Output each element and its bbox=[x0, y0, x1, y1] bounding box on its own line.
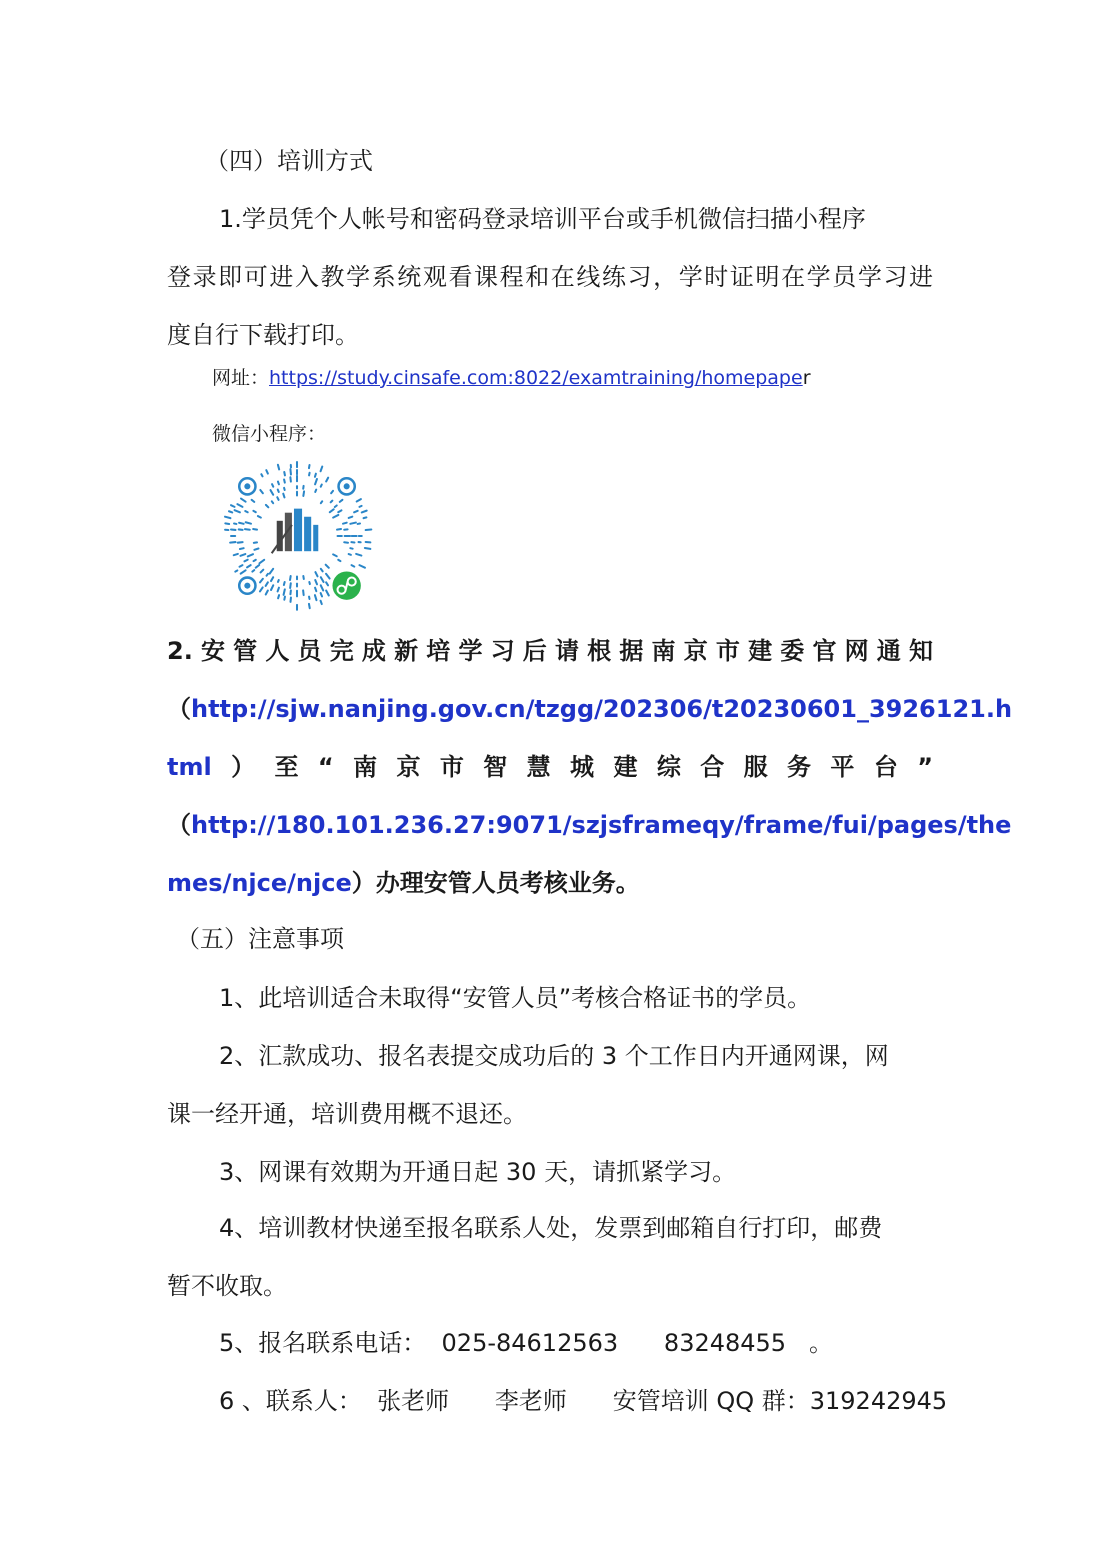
note-5-contact-phone: 5、报名联系电话： 025-84612563 83248455 。 bbox=[219, 1329, 833, 1357]
note-2-line-1: 2、汇款成功、报名表提交成功后的 3 个工作日内开通网课，网 bbox=[219, 1042, 889, 1070]
note-2-line-2: 课一经开通，培训费用概不退还。 bbox=[167, 1100, 527, 1128]
paragraph-2-line-1: 2.安管人员完成新培学习后请根据南京市建委官网通知 bbox=[167, 637, 933, 665]
section-5-heading: （五）注意事项 bbox=[176, 925, 344, 953]
platform-name-text: ）至“南京市智慧城建综合服务平台” bbox=[211, 753, 933, 781]
building-logo-icon bbox=[263, 502, 332, 571]
nanjing-notice-link-end[interactable]: tml bbox=[167, 753, 212, 781]
paragraph-2-line-5 bbox=[167, 866, 933, 900]
note-6-contacts: 6 、联系人： 张老师 李老师 安管培训 QQ 群：319242945 bbox=[219, 1387, 948, 1415]
note-1: 1、此培训适合未取得“安管人员”考核合格证书的学员。 bbox=[219, 984, 812, 1012]
section-4-heading: （四）培训方式 bbox=[205, 147, 373, 175]
paragraph-2-ending: ）办理安管人员考核业务。 bbox=[351, 869, 640, 897]
paren-open: （ bbox=[167, 695, 191, 723]
url-row bbox=[212, 364, 978, 392]
url-tail: r bbox=[802, 367, 811, 389]
note-4-line-2: 暂不收取。 bbox=[167, 1272, 287, 1300]
paragraph-2-line-4 bbox=[167, 808, 1012, 842]
paragraph-1-line-2: 登录即可进入教学系统观看课程和在线练习，学时证明在学员学习进 bbox=[167, 263, 933, 291]
url-label: 网址： bbox=[212, 367, 270, 389]
paragraph-1-line-1: 1.学员凭个人帐号和密码登录培训平台或手机微信扫描小程序 bbox=[219, 205, 866, 233]
miniprogram-badge-icon bbox=[332, 571, 360, 599]
paragraph-2-line-2 bbox=[167, 692, 1013, 726]
miniprogram-label: 微信小程序： bbox=[212, 423, 327, 445]
paragraph-2-line-3 bbox=[167, 750, 933, 784]
smart-city-platform-link[interactable]: http://180.101.236.27:9071/szjsframeqy/frame/fui/pages/the bbox=[191, 811, 1012, 839]
training-platform-link[interactable]: https://study.cinsafe.com:8022/examtraining/homepape bbox=[269, 367, 803, 389]
paragraph-1-line-3: 度自行下载打印。 bbox=[167, 321, 359, 349]
smart-city-platform-link-end[interactable]: mes/njce/njce bbox=[167, 869, 352, 897]
note-4-line-1: 4、培训教材快递至报名联系人处，发票到邮箱自行打印，邮费 bbox=[219, 1214, 883, 1242]
note-3: 3、网课有效期为开通日起 30 天，请抓紧学习。 bbox=[219, 1158, 737, 1186]
paren-open-2: （ bbox=[167, 811, 191, 839]
nanjing-notice-link[interactable]: http://sjw.nanjing.gov.cn/tzgg/202306/t20230601_3926121.h bbox=[191, 695, 1013, 723]
wechat-miniprogram-qr-code[interactable] bbox=[221, 460, 373, 612]
